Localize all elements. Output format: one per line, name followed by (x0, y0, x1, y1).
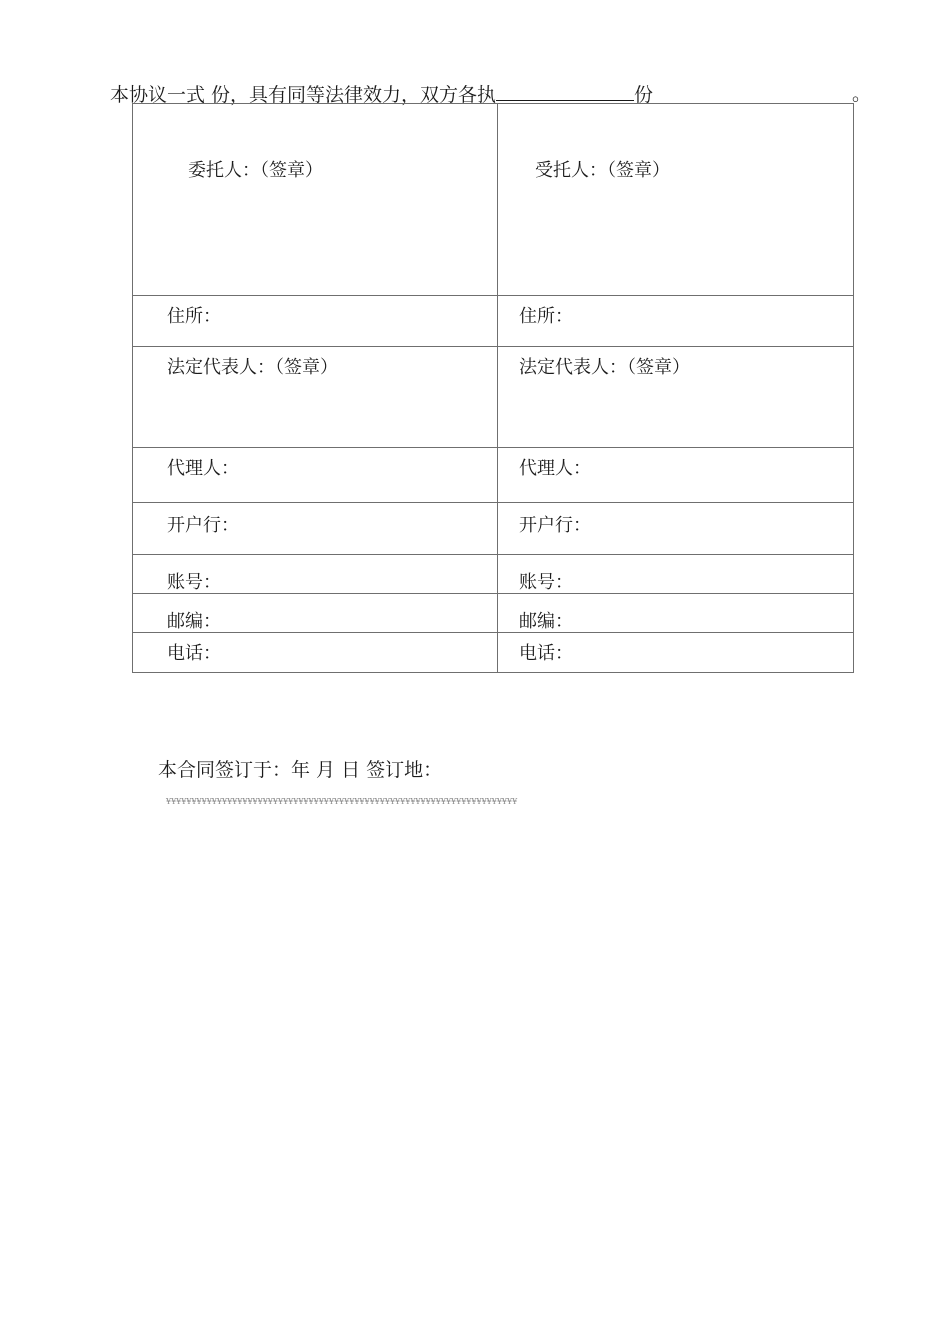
quantity-statement-suffix: 份 (634, 84, 654, 106)
signature-table (132, 103, 854, 673)
table-row-postcode (133, 594, 854, 633)
principal-address-cell[interactable] (133, 296, 498, 347)
principal-account-cell[interactable] (133, 555, 498, 594)
decorative-mark-row: ¥¥¥¥¥¥¥¥¥¥¥¥¥¥¥¥¥¥¥¥¥¥¥¥¥¥¥¥¥¥¥¥¥¥¥¥¥¥¥¥¥¥¥¥¥¥¥¥¥¥¥¥¥¥¥¥¥¥¥¥¥¥¥¥¥¥¥¥¥ (166, 797, 518, 806)
agent-account-cell[interactable] (498, 555, 854, 594)
agent-phone-cell[interactable] (498, 633, 854, 673)
principal-signature-cell[interactable] (133, 104, 498, 296)
agent-phone-label: 电话： (519, 643, 573, 664)
agent-representative-label: 代理人： (519, 458, 591, 479)
principal-representative-cell[interactable] (133, 448, 498, 503)
principal-postcode-label: 邮编： (167, 611, 221, 632)
agent-bank-cell[interactable] (498, 503, 854, 555)
signing-date-place-line: 本合同签订于：年 月 日 签订地： (158, 759, 443, 781)
table-row-signatures (133, 104, 854, 296)
principal-postcode-cell[interactable] (133, 594, 498, 633)
quantity-statement-prefix: 本协议一式 份，具有同等法律效力，双方各执 (110, 84, 497, 106)
principal-phone-label: 电话： (167, 643, 221, 664)
table-row-address (133, 296, 854, 347)
principal-account-label: 账号： (167, 572, 221, 593)
principal-bank-label: 开户行： (167, 515, 239, 536)
table-row-phone (133, 633, 854, 673)
agent-postcode-label: 邮编： (519, 611, 573, 632)
table-row-account (133, 555, 854, 594)
agent-signature-label: 受托人：（签章） (535, 160, 670, 181)
principal-phone-cell[interactable] (133, 633, 498, 673)
agent-account-label: 账号： (519, 572, 573, 593)
table-row-bank (133, 503, 854, 555)
agent-legal-rep-label: 法定代表人：（签章） (519, 357, 690, 378)
agent-address-cell[interactable] (498, 296, 854, 347)
agent-representative-cell[interactable] (498, 448, 854, 503)
principal-bank-cell[interactable] (133, 503, 498, 555)
agent-legal-rep-cell[interactable] (498, 347, 854, 448)
principal-signature-label: 委托人：（签章） (188, 160, 323, 181)
principal-address-label: 住所： (167, 306, 221, 327)
copies-blank-field[interactable] (496, 82, 634, 101)
agent-postcode-cell[interactable] (498, 594, 854, 633)
agent-bank-label: 开户行： (519, 515, 591, 536)
agent-signature-cell[interactable] (498, 104, 854, 296)
table-row-legal-rep (133, 347, 854, 448)
principal-representative-label: 代理人： (167, 458, 239, 479)
agent-address-label: 住所： (519, 306, 573, 327)
principal-legal-rep-label: 法定代表人：（签章） (167, 357, 338, 378)
table-row-representative (133, 448, 854, 503)
quantity-statement-period: 。 (852, 83, 872, 105)
principal-legal-rep-cell[interactable] (133, 347, 498, 448)
